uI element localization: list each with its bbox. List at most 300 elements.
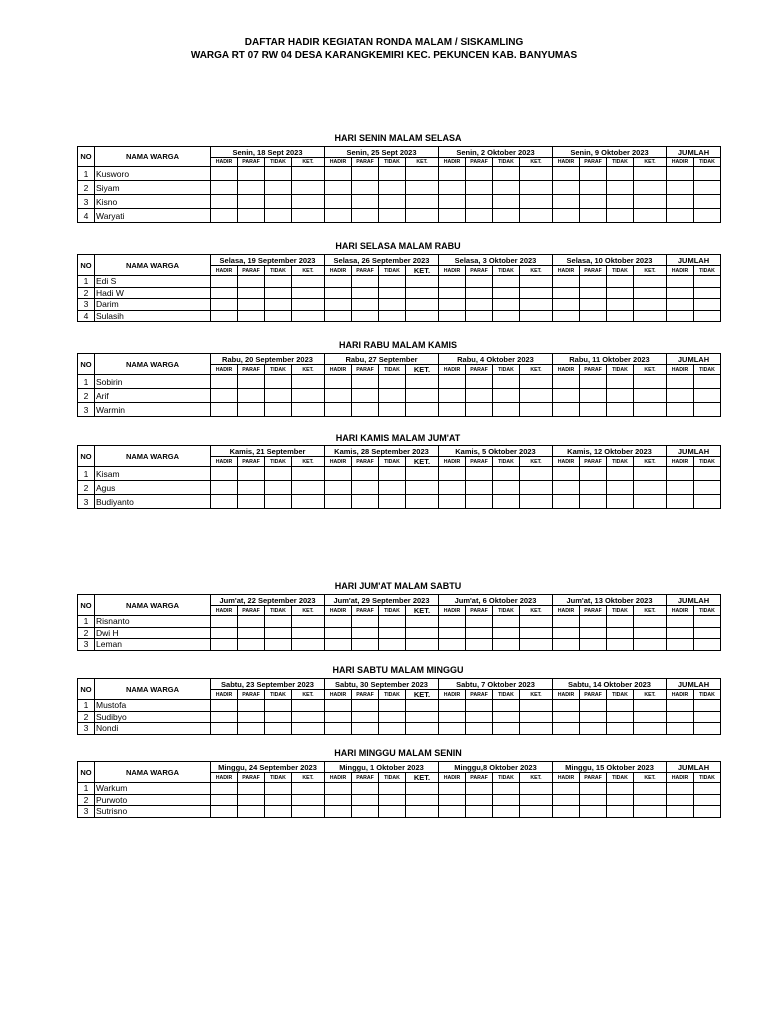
attendance-cell[interactable]: [265, 403, 292, 417]
attendance-cell[interactable]: [634, 481, 667, 495]
attendance-cell[interactable]: [520, 495, 553, 509]
attendance-cell[interactable]: [520, 181, 553, 195]
attendance-cell[interactable]: [667, 481, 694, 495]
attendance-cell[interactable]: [694, 794, 721, 806]
attendance-cell[interactable]: [325, 794, 352, 806]
attendance-cell[interactable]: [493, 627, 520, 639]
attendance-cell[interactable]: [238, 276, 265, 288]
attendance-cell[interactable]: [466, 310, 493, 322]
attendance-cell[interactable]: [607, 794, 634, 806]
attendance-cell[interactable]: [634, 181, 667, 195]
attendance-cell[interactable]: [379, 276, 406, 288]
attendance-cell[interactable]: [553, 616, 580, 628]
attendance-cell[interactable]: [406, 375, 439, 389]
attendance-cell[interactable]: [292, 616, 325, 628]
attendance-cell[interactable]: [238, 403, 265, 417]
attendance-cell[interactable]: [265, 181, 292, 195]
attendance-cell[interactable]: [238, 783, 265, 795]
attendance-cell[interactable]: [439, 287, 466, 299]
attendance-cell[interactable]: [292, 167, 325, 181]
attendance-cell[interactable]: [667, 403, 694, 417]
attendance-cell[interactable]: [352, 299, 379, 311]
attendance-cell[interactable]: [352, 794, 379, 806]
attendance-cell[interactable]: [667, 287, 694, 299]
attendance-cell[interactable]: [493, 783, 520, 795]
attendance-cell[interactable]: [406, 616, 439, 628]
attendance-cell[interactable]: [238, 287, 265, 299]
attendance-cell[interactable]: [352, 403, 379, 417]
attendance-cell[interactable]: [607, 299, 634, 311]
attendance-cell[interactable]: [667, 299, 694, 311]
attendance-cell[interactable]: [265, 287, 292, 299]
attendance-cell[interactable]: [607, 310, 634, 322]
attendance-cell[interactable]: [211, 616, 238, 628]
attendance-cell[interactable]: [406, 287, 439, 299]
attendance-cell[interactable]: [265, 794, 292, 806]
attendance-cell[interactable]: [325, 375, 352, 389]
attendance-cell[interactable]: [439, 167, 466, 181]
attendance-cell[interactable]: [667, 616, 694, 628]
attendance-cell[interactable]: [466, 287, 493, 299]
attendance-cell[interactable]: [694, 700, 721, 712]
attendance-cell[interactable]: [607, 639, 634, 651]
attendance-cell[interactable]: [553, 794, 580, 806]
attendance-cell[interactable]: [292, 723, 325, 735]
attendance-cell[interactable]: [292, 639, 325, 651]
attendance-cell[interactable]: [211, 389, 238, 403]
attendance-cell[interactable]: [553, 375, 580, 389]
attendance-cell[interactable]: [634, 627, 667, 639]
attendance-cell[interactable]: [265, 375, 292, 389]
attendance-cell[interactable]: [265, 723, 292, 735]
attendance-cell[interactable]: [379, 700, 406, 712]
attendance-cell[interactable]: [406, 495, 439, 509]
attendance-cell[interactable]: [379, 310, 406, 322]
attendance-cell[interactable]: [553, 276, 580, 288]
attendance-cell[interactable]: [493, 375, 520, 389]
attendance-cell[interactable]: [379, 616, 406, 628]
attendance-cell[interactable]: [292, 375, 325, 389]
attendance-cell[interactable]: [379, 299, 406, 311]
attendance-cell[interactable]: [439, 711, 466, 723]
attendance-cell[interactable]: [607, 783, 634, 795]
attendance-cell[interactable]: [607, 389, 634, 403]
attendance-cell[interactable]: [694, 181, 721, 195]
attendance-cell[interactable]: [466, 403, 493, 417]
attendance-cell[interactable]: [292, 403, 325, 417]
attendance-cell[interactable]: [292, 711, 325, 723]
attendance-cell[interactable]: [439, 794, 466, 806]
attendance-cell[interactable]: [439, 806, 466, 818]
attendance-cell[interactable]: [634, 403, 667, 417]
attendance-cell[interactable]: [466, 616, 493, 628]
attendance-cell[interactable]: [406, 794, 439, 806]
attendance-cell[interactable]: [325, 806, 352, 818]
attendance-cell[interactable]: [325, 276, 352, 288]
attendance-cell[interactable]: [379, 806, 406, 818]
attendance-cell[interactable]: [406, 181, 439, 195]
attendance-cell[interactable]: [238, 310, 265, 322]
attendance-cell[interactable]: [466, 639, 493, 651]
attendance-cell[interactable]: [292, 299, 325, 311]
attendance-cell[interactable]: [634, 375, 667, 389]
attendance-cell[interactable]: [553, 167, 580, 181]
attendance-cell[interactable]: [292, 783, 325, 795]
attendance-cell[interactable]: [439, 723, 466, 735]
attendance-cell[interactable]: [520, 310, 553, 322]
attendance-cell[interactable]: [694, 389, 721, 403]
attendance-cell[interactable]: [325, 711, 352, 723]
attendance-cell[interactable]: [493, 806, 520, 818]
attendance-cell[interactable]: [238, 627, 265, 639]
attendance-cell[interactable]: [580, 806, 607, 818]
attendance-cell[interactable]: [466, 723, 493, 735]
attendance-cell[interactable]: [325, 287, 352, 299]
attendance-cell[interactable]: [379, 639, 406, 651]
attendance-cell[interactable]: [607, 167, 634, 181]
attendance-cell[interactable]: [607, 467, 634, 481]
attendance-cell[interactable]: [406, 167, 439, 181]
attendance-cell[interactable]: [520, 403, 553, 417]
attendance-cell[interactable]: [211, 481, 238, 495]
attendance-cell[interactable]: [352, 481, 379, 495]
attendance-cell[interactable]: [211, 195, 238, 209]
attendance-cell[interactable]: [634, 495, 667, 509]
attendance-cell[interactable]: [379, 627, 406, 639]
attendance-cell[interactable]: [553, 495, 580, 509]
attendance-cell[interactable]: [520, 375, 553, 389]
attendance-cell[interactable]: [406, 700, 439, 712]
attendance-cell[interactable]: [439, 627, 466, 639]
attendance-cell[interactable]: [292, 195, 325, 209]
attendance-cell[interactable]: [238, 389, 265, 403]
attendance-cell[interactable]: [439, 481, 466, 495]
attendance-cell[interactable]: [352, 627, 379, 639]
attendance-cell[interactable]: [520, 700, 553, 712]
attendance-cell[interactable]: [439, 375, 466, 389]
attendance-cell[interactable]: [352, 783, 379, 795]
attendance-cell[interactable]: [553, 310, 580, 322]
attendance-cell[interactable]: [352, 495, 379, 509]
attendance-cell[interactable]: [634, 700, 667, 712]
attendance-cell[interactable]: [211, 806, 238, 818]
attendance-cell[interactable]: [466, 209, 493, 223]
attendance-cell[interactable]: [439, 276, 466, 288]
attendance-cell[interactable]: [607, 287, 634, 299]
attendance-cell[interactable]: [238, 195, 265, 209]
attendance-cell[interactable]: [694, 806, 721, 818]
attendance-cell[interactable]: [292, 700, 325, 712]
attendance-cell[interactable]: [352, 375, 379, 389]
attendance-cell[interactable]: [580, 711, 607, 723]
attendance-cell[interactable]: [406, 627, 439, 639]
attendance-cell[interactable]: [211, 287, 238, 299]
attendance-cell[interactable]: [466, 467, 493, 481]
attendance-cell[interactable]: [520, 723, 553, 735]
attendance-cell[interactable]: [667, 389, 694, 403]
attendance-cell[interactable]: [292, 276, 325, 288]
attendance-cell[interactable]: [439, 495, 466, 509]
attendance-cell[interactable]: [607, 627, 634, 639]
attendance-cell[interactable]: [406, 481, 439, 495]
attendance-cell[interactable]: [406, 195, 439, 209]
attendance-cell[interactable]: [211, 627, 238, 639]
attendance-cell[interactable]: [466, 195, 493, 209]
attendance-cell[interactable]: [325, 627, 352, 639]
attendance-cell[interactable]: [553, 403, 580, 417]
attendance-cell[interactable]: [325, 723, 352, 735]
attendance-cell[interactable]: [238, 375, 265, 389]
attendance-cell[interactable]: [553, 806, 580, 818]
attendance-cell[interactable]: [580, 783, 607, 795]
attendance-cell[interactable]: [694, 783, 721, 795]
attendance-cell[interactable]: [493, 495, 520, 509]
attendance-cell[interactable]: [667, 375, 694, 389]
attendance-cell[interactable]: [580, 627, 607, 639]
attendance-cell[interactable]: [667, 195, 694, 209]
attendance-cell[interactable]: [406, 389, 439, 403]
attendance-cell[interactable]: [211, 700, 238, 712]
attendance-cell[interactable]: [379, 209, 406, 223]
attendance-cell[interactable]: [493, 276, 520, 288]
attendance-cell[interactable]: [694, 495, 721, 509]
attendance-cell[interactable]: [211, 209, 238, 223]
attendance-cell[interactable]: [439, 639, 466, 651]
attendance-cell[interactable]: [379, 195, 406, 209]
attendance-cell[interactable]: [379, 783, 406, 795]
attendance-cell[interactable]: [238, 806, 265, 818]
attendance-cell[interactable]: [607, 616, 634, 628]
attendance-cell[interactable]: [238, 639, 265, 651]
attendance-cell[interactable]: [667, 310, 694, 322]
attendance-cell[interactable]: [580, 276, 607, 288]
attendance-cell[interactable]: [379, 181, 406, 195]
attendance-cell[interactable]: [466, 495, 493, 509]
attendance-cell[interactable]: [211, 723, 238, 735]
attendance-cell[interactable]: [634, 287, 667, 299]
attendance-cell[interactable]: [553, 723, 580, 735]
attendance-cell[interactable]: [325, 299, 352, 311]
attendance-cell[interactable]: [694, 299, 721, 311]
attendance-cell[interactable]: [520, 783, 553, 795]
attendance-cell[interactable]: [667, 467, 694, 481]
attendance-cell[interactable]: [211, 711, 238, 723]
attendance-cell[interactable]: [406, 639, 439, 651]
attendance-cell[interactable]: [634, 616, 667, 628]
attendance-cell[interactable]: [211, 375, 238, 389]
attendance-cell[interactable]: [211, 495, 238, 509]
attendance-cell[interactable]: [634, 639, 667, 651]
attendance-cell[interactable]: [211, 403, 238, 417]
attendance-cell[interactable]: [439, 389, 466, 403]
attendance-cell[interactable]: [406, 723, 439, 735]
attendance-cell[interactable]: [667, 209, 694, 223]
attendance-cell[interactable]: [580, 700, 607, 712]
attendance-cell[interactable]: [634, 310, 667, 322]
attendance-cell[interactable]: [379, 481, 406, 495]
attendance-cell[interactable]: [352, 467, 379, 481]
attendance-cell[interactable]: [667, 627, 694, 639]
attendance-cell[interactable]: [325, 495, 352, 509]
attendance-cell[interactable]: [493, 403, 520, 417]
attendance-cell[interactable]: [352, 287, 379, 299]
attendance-cell[interactable]: [520, 616, 553, 628]
attendance-cell[interactable]: [352, 700, 379, 712]
attendance-cell[interactable]: [352, 723, 379, 735]
attendance-cell[interactable]: [466, 181, 493, 195]
attendance-cell[interactable]: [493, 389, 520, 403]
attendance-cell[interactable]: [580, 299, 607, 311]
attendance-cell[interactable]: [211, 299, 238, 311]
attendance-cell[interactable]: [265, 616, 292, 628]
attendance-cell[interactable]: [553, 467, 580, 481]
attendance-cell[interactable]: [265, 310, 292, 322]
attendance-cell[interactable]: [694, 467, 721, 481]
attendance-cell[interactable]: [580, 310, 607, 322]
attendance-cell[interactable]: [580, 195, 607, 209]
attendance-cell[interactable]: [580, 639, 607, 651]
attendance-cell[interactable]: [553, 700, 580, 712]
attendance-cell[interactable]: [580, 794, 607, 806]
attendance-cell[interactable]: [379, 287, 406, 299]
attendance-cell[interactable]: [667, 700, 694, 712]
attendance-cell[interactable]: [694, 627, 721, 639]
attendance-cell[interactable]: [553, 181, 580, 195]
attendance-cell[interactable]: [493, 299, 520, 311]
attendance-cell[interactable]: [694, 616, 721, 628]
attendance-cell[interactable]: [607, 403, 634, 417]
attendance-cell[interactable]: [634, 195, 667, 209]
attendance-cell[interactable]: [493, 711, 520, 723]
attendance-cell[interactable]: [607, 195, 634, 209]
attendance-cell[interactable]: [520, 209, 553, 223]
attendance-cell[interactable]: [406, 711, 439, 723]
attendance-cell[interactable]: [439, 467, 466, 481]
attendance-cell[interactable]: [406, 276, 439, 288]
attendance-cell[interactable]: [265, 639, 292, 651]
attendance-cell[interactable]: [466, 167, 493, 181]
attendance-cell[interactable]: [352, 310, 379, 322]
attendance-cell[interactable]: [520, 299, 553, 311]
attendance-cell[interactable]: [352, 181, 379, 195]
attendance-cell[interactable]: [292, 310, 325, 322]
attendance-cell[interactable]: [379, 467, 406, 481]
attendance-cell[interactable]: [211, 310, 238, 322]
attendance-cell[interactable]: [667, 181, 694, 195]
attendance-cell[interactable]: [607, 375, 634, 389]
attendance-cell[interactable]: [265, 299, 292, 311]
attendance-cell[interactable]: [211, 467, 238, 481]
attendance-cell[interactable]: [694, 195, 721, 209]
attendance-cell[interactable]: [553, 287, 580, 299]
attendance-cell[interactable]: [265, 481, 292, 495]
attendance-cell[interactable]: [553, 299, 580, 311]
attendance-cell[interactable]: [694, 403, 721, 417]
attendance-cell[interactable]: [292, 467, 325, 481]
attendance-cell[interactable]: [211, 783, 238, 795]
attendance-cell[interactable]: [238, 181, 265, 195]
attendance-cell[interactable]: [292, 181, 325, 195]
attendance-cell[interactable]: [634, 299, 667, 311]
attendance-cell[interactable]: [238, 167, 265, 181]
attendance-cell[interactable]: [439, 403, 466, 417]
attendance-cell[interactable]: [493, 794, 520, 806]
attendance-cell[interactable]: [634, 167, 667, 181]
attendance-cell[interactable]: [466, 794, 493, 806]
attendance-cell[interactable]: [325, 195, 352, 209]
attendance-cell[interactable]: [553, 481, 580, 495]
attendance-cell[interactable]: [493, 616, 520, 628]
attendance-cell[interactable]: [694, 287, 721, 299]
attendance-cell[interactable]: [466, 806, 493, 818]
attendance-cell[interactable]: [553, 711, 580, 723]
attendance-cell[interactable]: [439, 616, 466, 628]
attendance-cell[interactable]: [634, 723, 667, 735]
attendance-cell[interactable]: [493, 195, 520, 209]
attendance-cell[interactable]: [325, 616, 352, 628]
attendance-cell[interactable]: [553, 389, 580, 403]
attendance-cell[interactable]: [238, 700, 265, 712]
attendance-cell[interactable]: [292, 389, 325, 403]
attendance-cell[interactable]: [634, 711, 667, 723]
attendance-cell[interactable]: [466, 711, 493, 723]
attendance-cell[interactable]: [466, 299, 493, 311]
attendance-cell[interactable]: [325, 310, 352, 322]
attendance-cell[interactable]: [634, 209, 667, 223]
attendance-cell[interactable]: [325, 481, 352, 495]
attendance-cell[interactable]: [553, 783, 580, 795]
attendance-cell[interactable]: [325, 700, 352, 712]
attendance-cell[interactable]: [694, 711, 721, 723]
attendance-cell[interactable]: [292, 481, 325, 495]
attendance-cell[interactable]: [493, 481, 520, 495]
attendance-cell[interactable]: [325, 403, 352, 417]
attendance-cell[interactable]: [265, 209, 292, 223]
attendance-cell[interactable]: [694, 723, 721, 735]
attendance-cell[interactable]: [211, 639, 238, 651]
attendance-cell[interactable]: [439, 310, 466, 322]
attendance-cell[interactable]: [265, 389, 292, 403]
attendance-cell[interactable]: [520, 806, 553, 818]
attendance-cell[interactable]: [607, 711, 634, 723]
attendance-cell[interactable]: [238, 794, 265, 806]
attendance-cell[interactable]: [520, 467, 553, 481]
attendance-cell[interactable]: [211, 276, 238, 288]
attendance-cell[interactable]: [694, 276, 721, 288]
attendance-cell[interactable]: [667, 806, 694, 818]
attendance-cell[interactable]: [580, 495, 607, 509]
attendance-cell[interactable]: [238, 495, 265, 509]
attendance-cell[interactable]: [265, 495, 292, 509]
attendance-cell[interactable]: [352, 276, 379, 288]
attendance-cell[interactable]: [238, 467, 265, 481]
attendance-cell[interactable]: [352, 806, 379, 818]
attendance-cell[interactable]: [667, 711, 694, 723]
attendance-cell[interactable]: [238, 711, 265, 723]
attendance-cell[interactable]: [439, 299, 466, 311]
attendance-cell[interactable]: [325, 783, 352, 795]
attendance-cell[interactable]: [694, 310, 721, 322]
attendance-cell[interactable]: [466, 481, 493, 495]
attendance-cell[interactable]: [634, 276, 667, 288]
attendance-cell[interactable]: [379, 723, 406, 735]
attendance-cell[interactable]: [466, 276, 493, 288]
attendance-cell[interactable]: [211, 167, 238, 181]
attendance-cell[interactable]: [634, 783, 667, 795]
attendance-cell[interactable]: [292, 806, 325, 818]
attendance-cell[interactable]: [406, 209, 439, 223]
attendance-cell[interactable]: [379, 167, 406, 181]
